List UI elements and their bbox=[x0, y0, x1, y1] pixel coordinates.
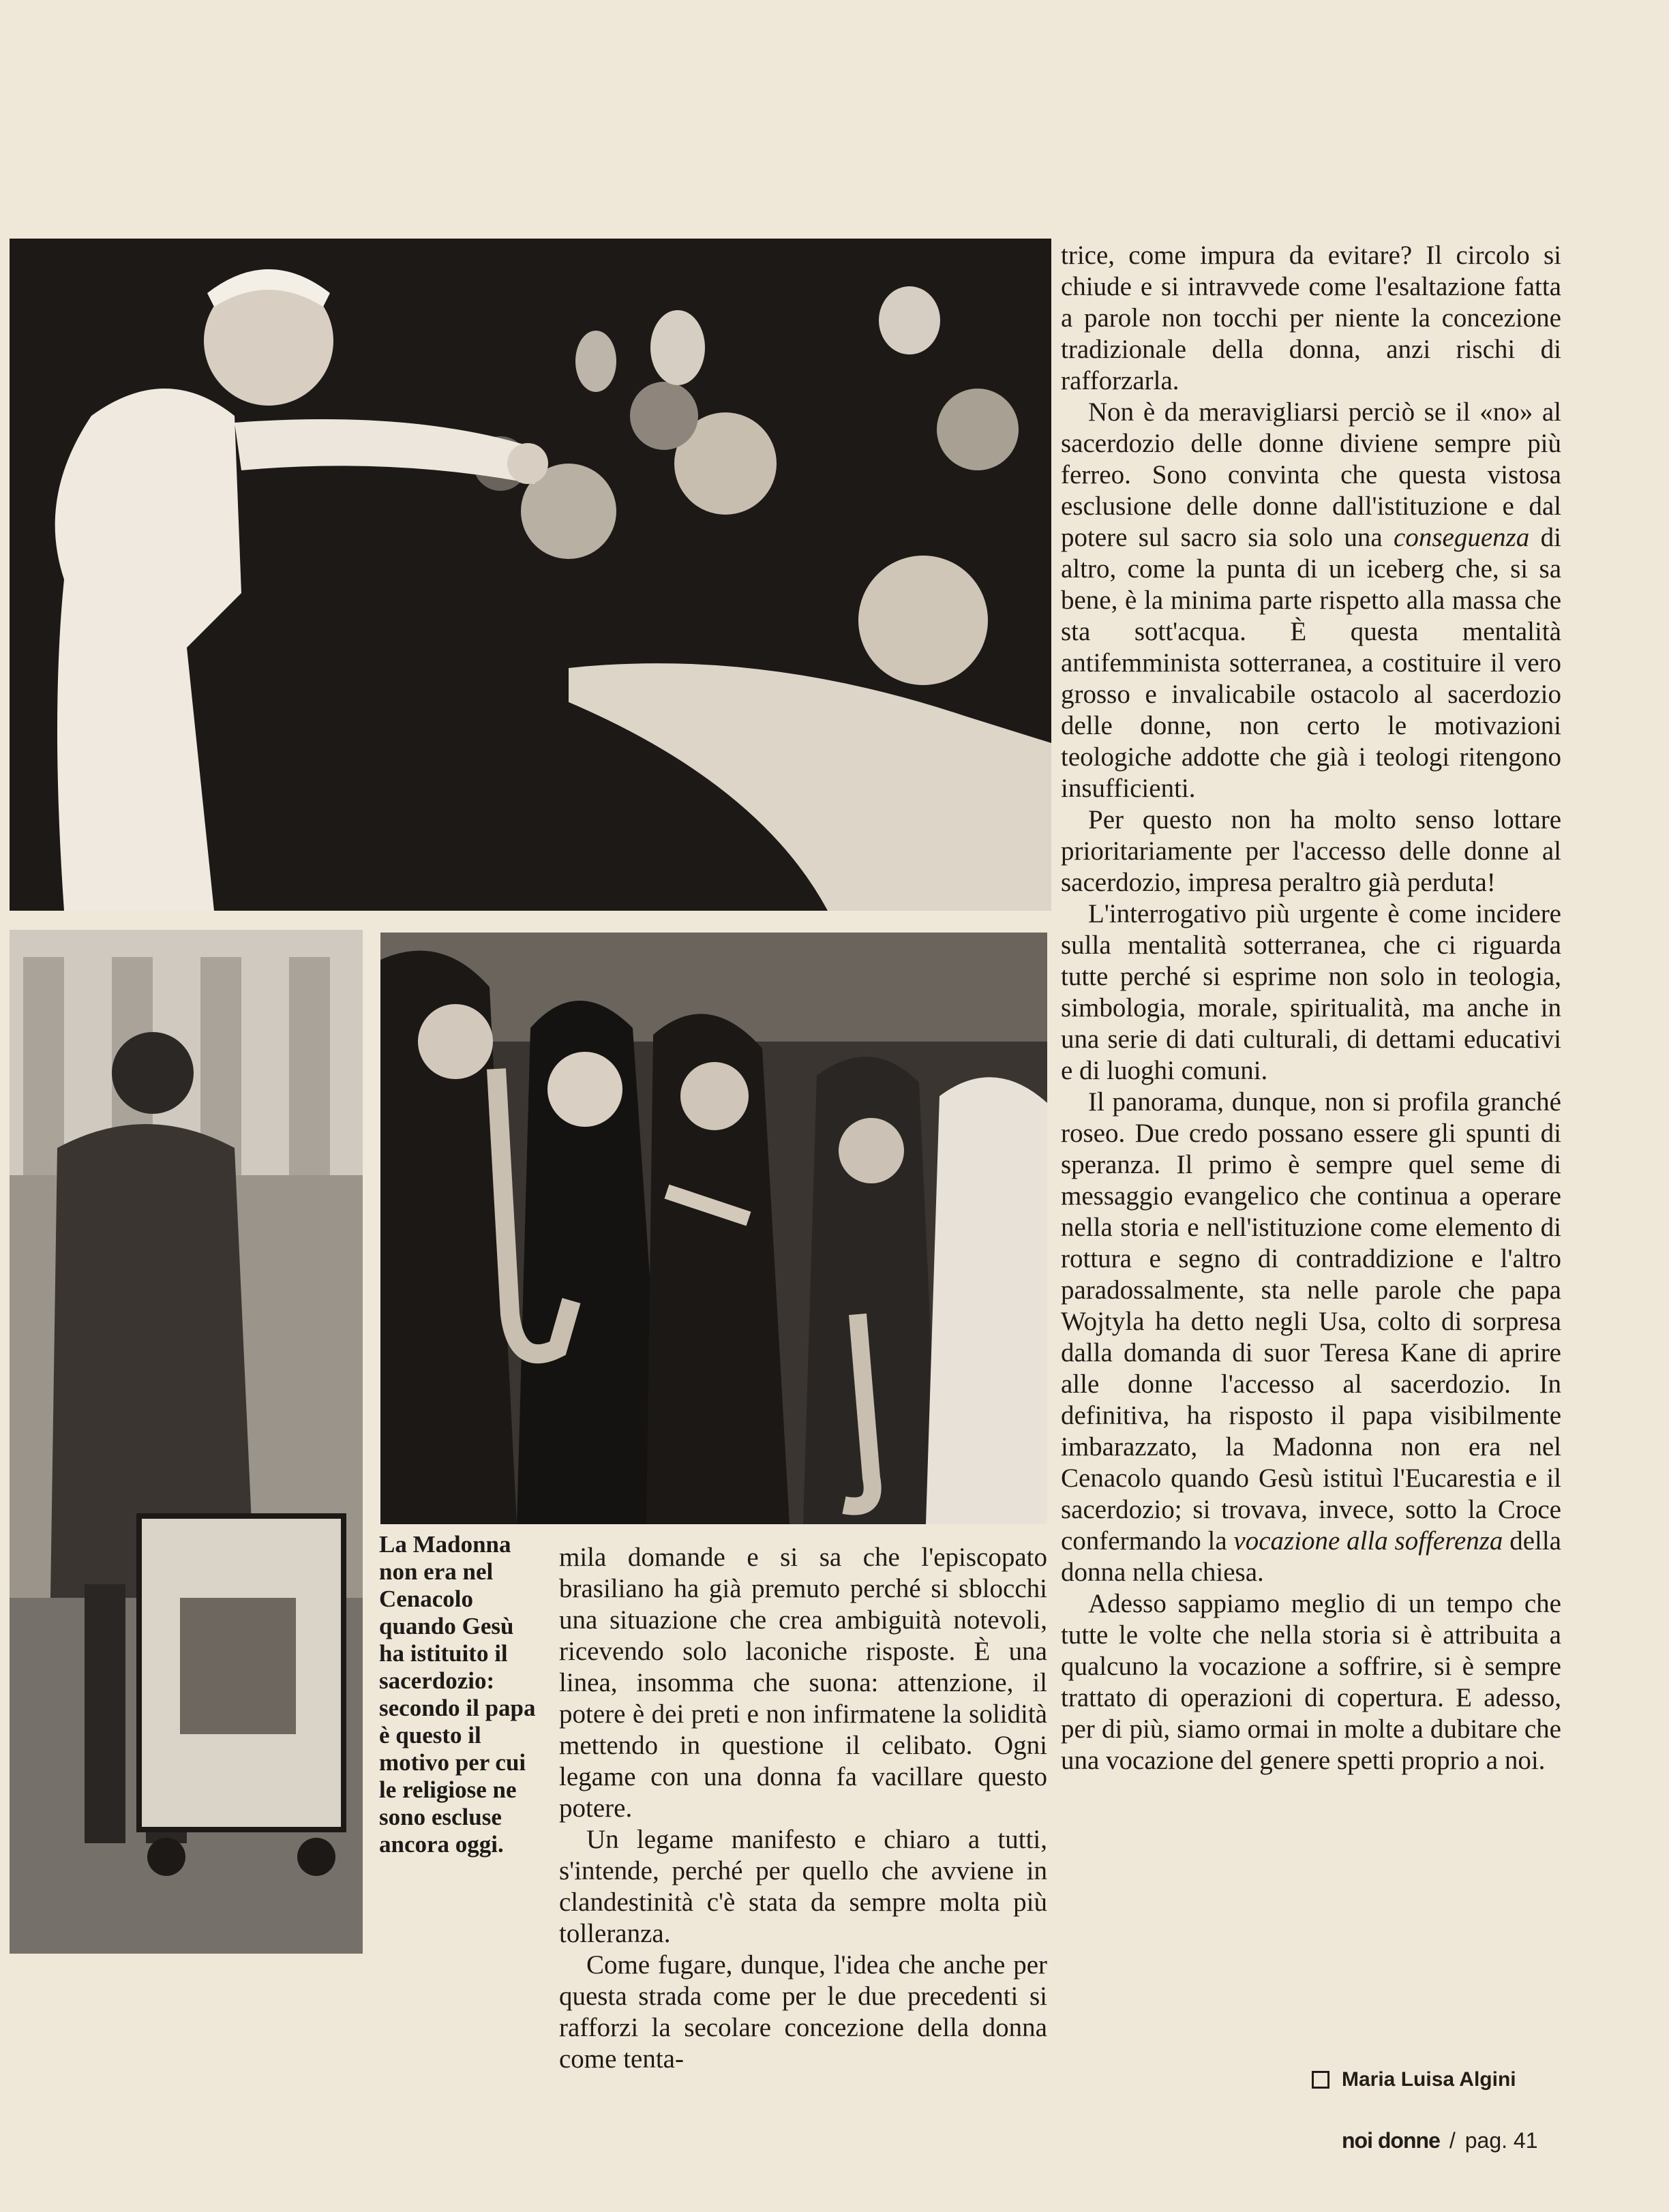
paragraph: Per questo non ha molto senso lottare prioritariamente per l'accesso delle donne al sacerdozio, impresa peraltro già perduta! bbox=[1061, 805, 1561, 897]
paragraph: L'interrogativo più urgente è come incidere sulla mentalità sotterranea, che ci riguarda tutte perché si esprime non solo in teologia, simbologia, morale, spiritualità, ma anche in una serie di dati culturali, di dettami educativi e di luoghi comuni. bbox=[1061, 899, 1561, 1085]
magazine-name: noi donne bbox=[1342, 2128, 1440, 2153]
paragraph: Adesso sappiamo meglio di un tempo che tutte le volte che nella storia si è attribuita a qualcuno la vocazione a soffrire, si è sempre trattato di operazioni di copertura. E adesso, per di più, siamo ormai in molte a dubitare che una vocazione del genere spetti proprio a noi. bbox=[1061, 1589, 1561, 1775]
article-column-right bbox=[1061, 240, 1561, 1776]
author-signature bbox=[1312, 2068, 1516, 2091]
footer-separator: / bbox=[1449, 2128, 1456, 2153]
paragraph: Il panorama, dunque, non si profila granché roseo. Due credo possano essere gli spunti di speranza. Il primo è sempre quel seme di messaggio evangelico che continua a operare nella storia e nell'istituzione come elemento di rottura e segno di contraddizione e l'altro paradossalmente, sta nelle parole che papa Wojtyla ha detto negli Usa, colto di sorpresa dalla domanda di suor Teresa Kane di aprire alle donne l'accesso al sacerdozio. In definitiva, ha risposto il papa visibilmente imbarazzato, la Madonna non era nel Cenacolo quando Gesù istituì l'Eucarestia e il sacerdozio; si trovava, invece, sotto la Croce confermando la vocazione alla sofferenza della donna nella chiesa. bbox=[1061, 1087, 1561, 1587]
paragraph: Un legame manifesto e chiaro a tutti, s'intende, perché per quello che avviene in clandestinità c'è stata da sempre molta più tolleranza. bbox=[559, 1825, 1047, 1948]
nuns-playing-saxophones-photo bbox=[380, 933, 1047, 1524]
photo-caption: La Madonna non era nel Cenacolo quando Gesù ha istituito il sacerdozio: secondo il papa è questo il motivo per cui le religiose ne sono escluse ancora oggi. bbox=[379, 1531, 536, 1858]
end-mark-icon bbox=[1312, 2071, 1329, 2089]
pope-greeting-crowd-photo bbox=[10, 239, 1051, 911]
paragraph: Non è da meravigliarsi perciò se il «no» al sacerdozio delle donne diviene sempre più ferreo. Sono convinta che questa vistosa esclusione delle donne dall'istituzione e dal potere sul sacro sia solo una conseguenza di altro, come la punta di un iceberg che, si sa bene, è la minima parte rispetto alla massa che sta sott'acqua. È questa mentalità antifemminista sotterranea, a costituire il vero grosso e invalicabile ostacolo al sacerdozio delle donne, non certo le motivazioni teologiche addotte che già i teologi ritengono insufficienti. bbox=[1061, 397, 1562, 803]
paragraph: mila domande e si sa che l'episcopato brasiliano ha già premuto perché si sblocchi una situazione che crea ambiguità notevoli, ricevendo solo laconiche risposte. È una linea, insomma che suona: attenzione, il potere è dei preti e non infirmatene la solidità mettendo in questione il celibato. Ogni legame con una donna fa vacillare questo potere. bbox=[559, 1543, 1047, 1823]
page-footer bbox=[1342, 2128, 1538, 2153]
man-with-newspaper-cart-photo bbox=[10, 930, 363, 1954]
page-number: pag. 41 bbox=[1464, 2128, 1538, 2153]
author-name: Maria Luisa Algini bbox=[1342, 2068, 1516, 2091]
article-column-middle bbox=[559, 1542, 1047, 2075]
paragraph: trice, come impura da evitare? Il circolo si chiude e si intravvede come l'esaltazione fatta a parole non tocchi per niente la concezione tradizionale della donna, anzi rischi di rafforzarla. bbox=[1061, 241, 1561, 395]
paragraph: Come fugare, dunque, l'idea che anche per questa strada come per le due precedenti si rafforzi la secolare concezione della donna come tenta- bbox=[559, 1950, 1047, 2074]
